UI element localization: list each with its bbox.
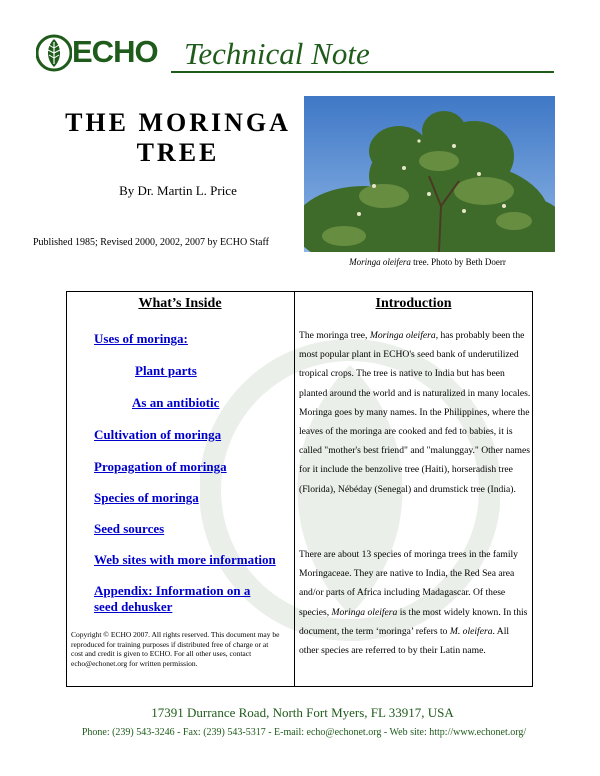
toc-link-species[interactable]: Species of moringa xyxy=(94,490,199,505)
intro-paragraph-2: There are about 13 species of moringa trees in the family Moringaceae. They are native to India, the Red Sea area and/or parts of Africa including Madagascar. Of these species, Moringa oleifera is the most widely known. In this document, the term ‘moringa’ refers to M. oleifera. All other species are referred to by their Latin name. xyxy=(299,549,528,657)
publication-history: Published 1985; Revised 2000, 2002, 2007 by ECHO Staff xyxy=(33,237,269,248)
footer-contact: Phone: (239) 543-3246 - Fax: (239) 543-5317 - E-mail: echo@echonet.org - Web site: http://www.echonet.org/ xyxy=(81,727,527,738)
author-line: By Dr. Martin L. Price xyxy=(119,183,237,198)
logo-wordmark: ECHO xyxy=(72,34,158,69)
whats-inside-heading: What’s Inside xyxy=(138,296,222,311)
species-short-name: M. oleifera xyxy=(449,625,493,637)
header-subtitle: Technical Note xyxy=(184,36,370,71)
caption-species: Moringa oleifera xyxy=(349,257,411,267)
introduction-heading: Introduction xyxy=(375,296,452,311)
toc-link-propagation[interactable]: Propagation of moringa xyxy=(94,459,227,474)
echo-leaf-logo-icon xyxy=(36,33,72,73)
intro-paragraph-1: The moringa tree, Moringa oleifera, has probably been the most popular plant in ECHO's seed bank of underutilized tropical crops. The tree is native to India but has been planted around the world and is naturalized in many locales. Moringa goes by many names. In the Philippines, where the leaves of the moringa are cooked and fed to babies, it is called "mother's best friend" and "malunggay." Other names for it include the benzolive tree (Haiti), horseradish tree (Florida), Nébéday (Senegal) and drumstick tree (India). xyxy=(299,330,531,495)
species-name: Moringa oleifera xyxy=(331,606,398,618)
toc-link-appendix[interactable]: Appendix: Information on a seed dehusker xyxy=(94,583,251,614)
toc-link-antibiotic[interactable]: As an antibiotic xyxy=(132,395,220,410)
caption-credit: tree. Photo by Beth Doerr xyxy=(410,257,506,267)
header-rule xyxy=(171,71,554,73)
document-title: THE MORINGA TREE xyxy=(65,108,291,167)
toc-link-uses[interactable]: Uses of moringa: xyxy=(94,331,188,346)
moringa-tree-photo xyxy=(304,96,555,252)
column-divider xyxy=(294,292,295,686)
species-name: Moringa oleifera xyxy=(369,330,436,341)
toc-link-plant-parts[interactable]: Plant parts xyxy=(135,363,197,378)
toc-link-cultivation[interactable]: Cultivation of moringa xyxy=(94,427,222,442)
footer-address: 17391 Durrance Road, North Fort Myers, FL 33917, USA xyxy=(48,705,557,721)
photo-caption xyxy=(300,257,555,267)
toc-link-seed-sources[interactable]: Seed sources xyxy=(94,521,165,536)
toc-link-web-sites[interactable]: Web sites with more information xyxy=(94,552,276,567)
copyright-notice: Copyright © ECHO 2007. All rights reserved. This document may be reproduced for training purposes if distributed free of charge or at cost and credit is given to ECHO. For all other uses, contact echo@echonet.org for written permission. xyxy=(71,630,280,668)
